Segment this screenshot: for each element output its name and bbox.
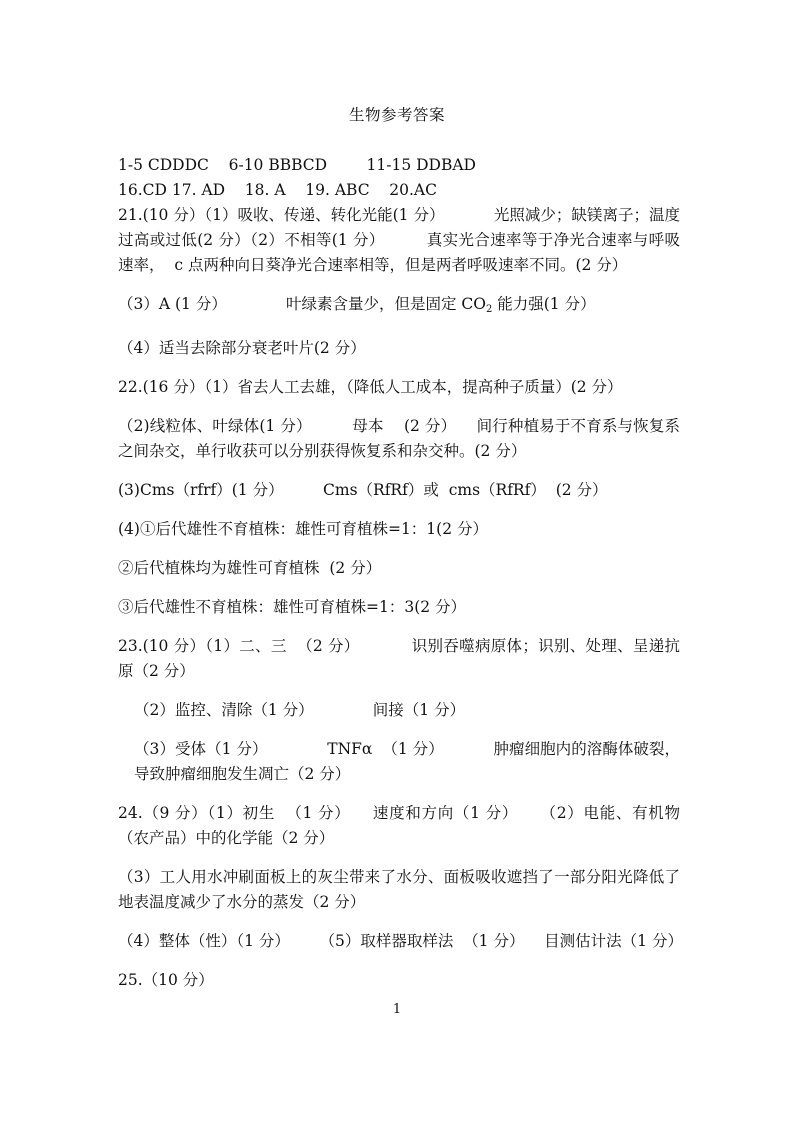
q24-part4-5: （4）整体（性）（1 分） （5）取样器取样法 （1 分） 目测估计法（1 分） [118, 932, 683, 950]
page-title: 生物参考答案 [348, 106, 445, 124]
q23-part3: （3）受体（1 分） TNFα （1 分） 肿瘤细胞内的溶酶体破裂，导致肿瘤细胞发生凋亡（2 分） [134, 740, 680, 783]
page-number: 1 [392, 1002, 402, 1017]
answers-1-15: 1-5 CDDDC 6-10 BBBCD 11-15 DDBAD [118, 156, 476, 174]
q22-part2: （2)线粒体、叶绿体(1 分） 母本 (2 分） 间行种植易于不育系与恢复系之间杂交，单行收获可以分别获得恢复系和杂交种。(2 分） [118, 417, 680, 460]
q23-part1: 23.(10 分）（1）二、三 （2 分） 识别吞噬病原体；识别、处理、呈递抗原（2 分） [118, 637, 680, 680]
q24-part1: 24.（9 分）（1）初生 （1 分） 速度和方向（1 分） （2）电能、有机物（农产品）中的化学能（2 分） [118, 804, 680, 847]
q22-part1: 22.(16 分）（1）省去人工去雄，（降低人工成本，提高种子质量）(2 分） [118, 378, 623, 396]
q21-part3 [118, 292, 680, 322]
q22-part3: (3)Cms（rfrf）(1 分） Cms（RfRf）或 cms（RfRf） (2 分） [118, 481, 608, 499]
q21-part4: （4）适当去除部分衰老叶片(2 分） [118, 339, 366, 357]
q21-part1: 21.(10 分）（1）吸收、传递、转化光能(1 分） 光照减少；缺镁离子；温度过高或过低(2 分）（2）不相等(1 分） 真实光合速率等于净光合速率与呼吸速率， c 点两种向日葵净光合速率相等，但是两者呼吸速率不同。(2 分） [118, 206, 680, 274]
answers-16-20: 16.CD 17. AD 18. A 19. ABC 20.AC [118, 181, 437, 199]
q21-part3-pre: （3）A (1 分） 叶绿素含量少，但是固定 CO [118, 295, 486, 313]
q22-part4-a: (4)①后代雄性不育植株：雄性可育植株=1：1(2 分） [118, 520, 489, 538]
q25-header: 25.（10 分） [118, 971, 214, 989]
q21-part3-post: 能力强(1 分） [492, 295, 596, 313]
answer-content [118, 153, 683, 993]
q22-part4-b: ②后代植株均为雄性可育植株 (2 分） [118, 559, 382, 577]
q23-part2: （2）监控、清除（1 分） 间接（1 分） [134, 701, 466, 719]
q22-part4-c: ③后代雄性不育植株：雄性可育植株=1：3(2 分） [118, 598, 467, 616]
co2-subscript: 2 [485, 304, 493, 315]
q24-part3: （3）工人用水冲刷面板上的灰尘带来了水分、面板吸收遮挡了一部分阳光降低了地表温度减少了水分的蒸发（2 分） [118, 868, 680, 911]
